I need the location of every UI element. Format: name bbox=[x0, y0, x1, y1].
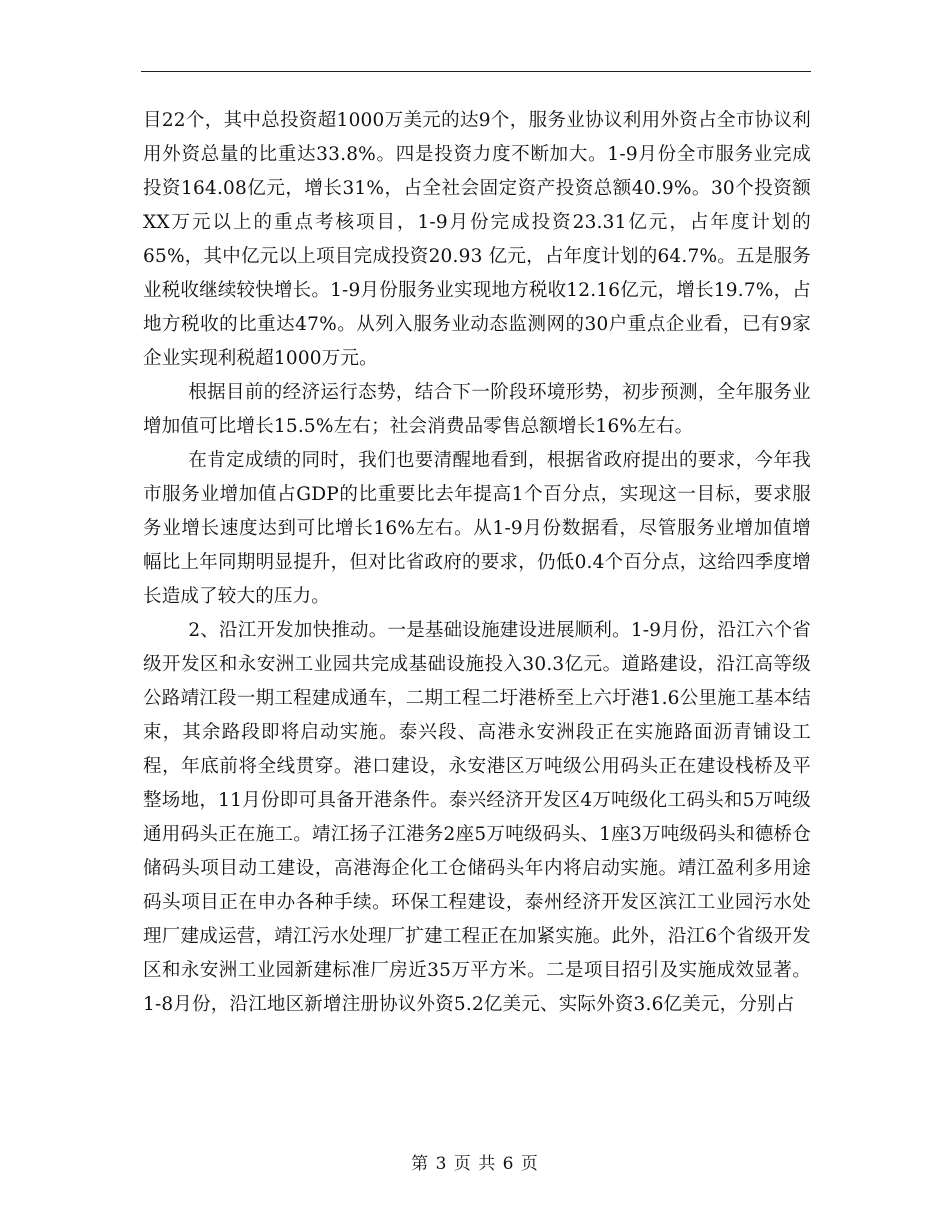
paragraph-4: 2、沿江开发加快推动。一是基础设施建设进展顺利。1-9月份，沿江六个省级开发区和永安洲工业园共完成基础设施投入30.3亿元。道路建设，沿江高等级公路靖江段一期工程建成通车，二期工程二圩港桥至上六圩港1.6公里施工基本结束，其余路段即将启动实施。泰兴段、高港永安洲段正在实施路面沥青铺设工程，年底前将全线贯穿。港口建设，永安港区万吨级公用码头正在建设栈桥及平整场地，11月份即可具备开港条件。泰兴经济开发区4万吨级化工码头和5万吨级通用码头正在施工。靖江扬子江港务2座5万吨级码头、1座3万吨级码头和德桥仓储码头项目动工建设，高港海企化工仓储码头年内将启动实施。靖江盈利多用途码头项目正在申办各种手续。环保工程建设，泰州经济开发区滨江工业园污水处理厂建成运营，靖江污水处理厂扩建工程正在加紧实施。此外，沿江6个省级开发区和永安洲工业园新建标准厂房近35万平方米。二是项目招引及实施成效显著。1-8月份，沿江地区新增注册协议外资5.2亿美元、实际外资3.6亿美元，分别占 bbox=[143, 620, 811, 1015]
paragraph-3: 在肯定成绩的同时，我们也要清醒地看到，根据省政府提出的要求，今年我市服务业增加值占GDP的比重要比去年提高1个百分点，实现这一目标，要求服务业增长速度达到可比增长16%左右。从1-9月份数据看，尽管服务业增加值增幅比上年同期明显提升，但对比省政府的要求，仍低0.4个百分点，这给四季度增长造成了较大的压力。 bbox=[143, 450, 811, 607]
page-footer: 第 3 页 共 6 页 bbox=[411, 1154, 539, 1174]
paragraph-2: 根据目前的经济运行态势，结合下一阶段环境形势，初步预测，全年服务业增加值可比增长15.5%左右；社会消费品零售总额增长16%左右。 bbox=[143, 382, 811, 437]
paragraph-1: 目22个，其中总投资超1000万美元的达9个，服务业协议利用外资占全市协议利用外资总量的比重达33.8%。四是投资力度不断加大。1-9月份全市服务业完成投资164.08亿元，增长31%，占全社会固定资产投资总额40.9%。30个投资额XX万元以上的重点考核项目，1-9月份完成投资23.31亿元，占年度计划的65%，其中亿元以上项目完成投资20.93 亿元，占年度计划的64.7%。五是服务业税收继续较快增长。1-9月份服务业实现地方税收12.16亿元，增长19.7%，占地方税收的比重达47%。从列入服务业动态监测网的30户重点企业看，已有9家企业实现利税超1000万元。 bbox=[143, 110, 811, 369]
body-text bbox=[143, 104, 811, 1022]
header-rule bbox=[141, 71, 811, 72]
